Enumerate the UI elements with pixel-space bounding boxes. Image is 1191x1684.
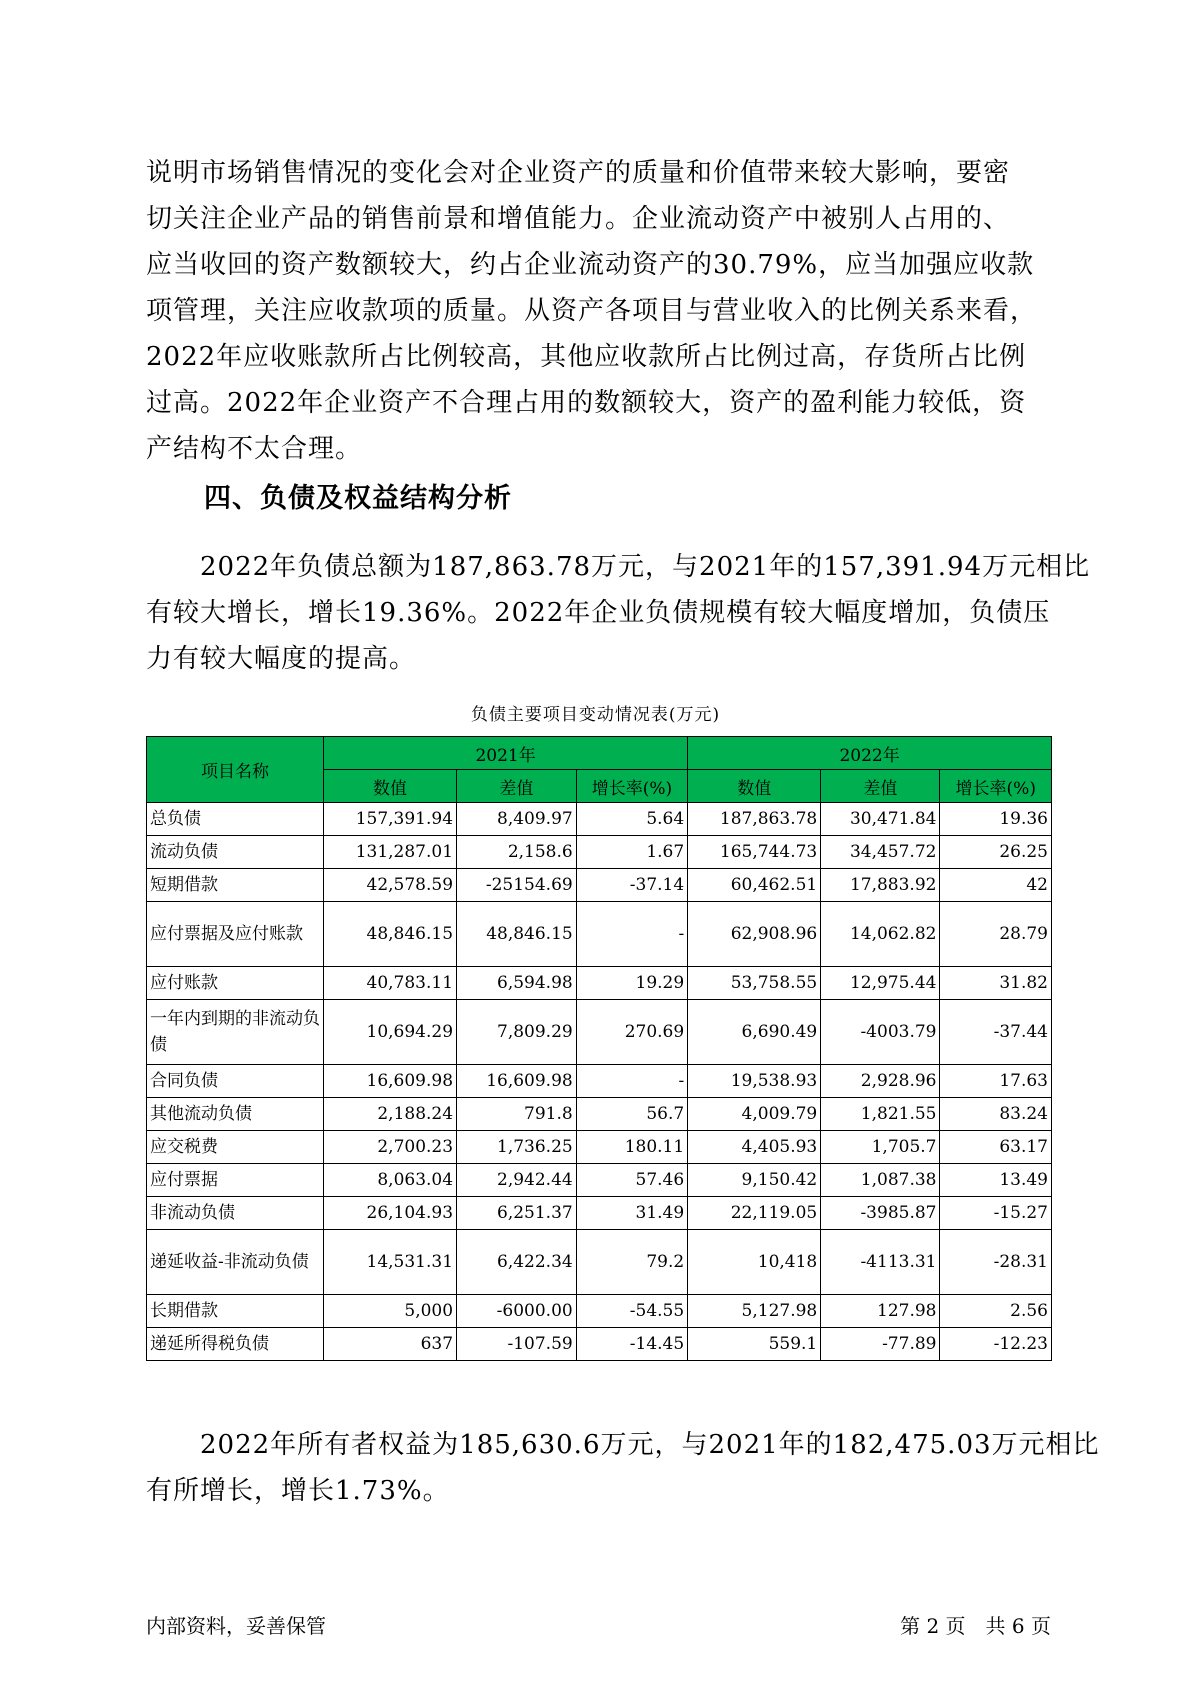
- text-line: 切关注企业产品的销售前景和增值能力。企业流动资产中被别人占用的、: [146, 204, 1011, 234]
- table-row: [147, 1197, 1052, 1230]
- table-cell: 1,821.55: [821, 1098, 940, 1131]
- table-cell: -: [576, 1065, 687, 1098]
- subheader-value-2022: 数值: [688, 770, 821, 803]
- text-line: 产结构不太合理。: [146, 434, 363, 464]
- paragraph-liability-summary: [146, 544, 1091, 682]
- row-label: 递延收益-非流动负债: [147, 1230, 324, 1295]
- table-cell: 2,158.6: [457, 836, 577, 869]
- table-cell: -25154.69: [457, 869, 577, 902]
- subheader-growth-2021: 增长率(%): [576, 770, 687, 803]
- table-cell: 2,700.23: [324, 1131, 457, 1164]
- paragraph-asset-structure: [146, 150, 1046, 472]
- table-row: [147, 836, 1052, 869]
- text-line: 力有较大幅度的提高。: [146, 644, 417, 674]
- table-cell: 40,783.11: [324, 967, 457, 1000]
- text-line: 项管理，关注应收款项的质量。从资产各项目与营业收入的比例关系来看，: [146, 296, 1038, 326]
- table-cell: -4113.31: [821, 1230, 940, 1295]
- table-cell: 7,809.29: [457, 1000, 577, 1065]
- table-cell: 2,942.44: [457, 1164, 577, 1197]
- liability-table: [146, 736, 1052, 1361]
- table-cell: 16,609.98: [457, 1065, 577, 1098]
- table-cell: 127.98: [821, 1295, 940, 1328]
- table-cell: 131,287.01: [324, 836, 457, 869]
- table-cell: -37.14: [576, 869, 687, 902]
- table-cell: 26,104.93: [324, 1197, 457, 1230]
- table-cell: 9,150.42: [688, 1164, 821, 1197]
- table-cell: 6,251.37: [457, 1197, 577, 1230]
- table-cell: 31.49: [576, 1197, 687, 1230]
- table-row: [147, 1098, 1052, 1131]
- table-row: [147, 1328, 1052, 1361]
- subheader-value-2021: 数值: [324, 770, 457, 803]
- table-cell: 2,188.24: [324, 1098, 457, 1131]
- table-cell: -37.44: [940, 1000, 1052, 1065]
- row-label: 非流动负债: [147, 1197, 324, 1230]
- table-cell: 28.79: [940, 902, 1052, 967]
- text-line: 说明市场销售情况的变化会对企业资产的质量和价值带来较大影响，要密: [146, 158, 1011, 188]
- header-year-2021: 2021年: [324, 737, 688, 770]
- table-cell: 53,758.55: [688, 967, 821, 1000]
- table-cell: 83.24: [940, 1098, 1052, 1131]
- row-label: 应付票据及应付账款: [147, 902, 324, 967]
- row-label: 应付票据: [147, 1164, 324, 1197]
- table-cell: 8,409.97: [457, 803, 577, 836]
- table-cell: -: [576, 902, 687, 967]
- paragraph-equity-summary: [146, 1422, 1100, 1514]
- table-row: [147, 869, 1052, 902]
- table-row: [147, 1230, 1052, 1295]
- table-cell: 17.63: [940, 1065, 1052, 1098]
- table-cell: 180.11: [576, 1131, 687, 1164]
- table-cell: 187,863.78: [688, 803, 821, 836]
- table-cell: 10,694.29: [324, 1000, 457, 1065]
- text-line: 应当收回的资产数额较大，约占企业流动资产的30.79%，应当加强应收款: [146, 250, 1035, 280]
- table-cell: 42,578.59: [324, 869, 457, 902]
- row-label: 长期借款: [147, 1295, 324, 1328]
- table-cell: 14,062.82: [821, 902, 940, 967]
- table-cell: 34,457.72: [821, 836, 940, 869]
- table-cell: 63.17: [940, 1131, 1052, 1164]
- table-cell: 5,127.98: [688, 1295, 821, 1328]
- header-item-name: 项目名称: [147, 737, 324, 803]
- table-row: [147, 1065, 1052, 1098]
- table-row: [147, 803, 1052, 836]
- table-cell: -28.31: [940, 1230, 1052, 1295]
- table-cell: 6,422.34: [457, 1230, 577, 1295]
- table-cell: 5,000: [324, 1295, 457, 1328]
- table-cell: -12.23: [940, 1328, 1052, 1361]
- table-cell: 12,975.44: [821, 967, 940, 1000]
- table-row: [147, 967, 1052, 1000]
- table-cell: 1.67: [576, 836, 687, 869]
- table-cell: 26.25: [940, 836, 1052, 869]
- table-cell: 16,609.98: [324, 1065, 457, 1098]
- table-cell: 1,705.7: [821, 1131, 940, 1164]
- row-label: 短期借款: [147, 869, 324, 902]
- table-cell: 5.64: [576, 803, 687, 836]
- table-cell: 13.49: [940, 1164, 1052, 1197]
- table-cell: 2,928.96: [821, 1065, 940, 1098]
- table-cell: 19.36: [940, 803, 1052, 836]
- table-cell: 19.29: [576, 967, 687, 1000]
- subheader-diff-2021: 差值: [457, 770, 577, 803]
- table-row: [147, 1000, 1052, 1065]
- table-cell: -14.45: [576, 1328, 687, 1361]
- table-row: [147, 1295, 1052, 1328]
- table-cell: -77.89: [821, 1328, 940, 1361]
- table-cell: 6,690.49: [688, 1000, 821, 1065]
- table-cell: 22,119.05: [688, 1197, 821, 1230]
- table-cell: 60,462.51: [688, 869, 821, 902]
- text-line: 有所增长，增长1.73%。: [146, 1476, 450, 1506]
- row-label: 一年内到期的非流动负债: [147, 1000, 324, 1065]
- table-cell: 1,736.25: [457, 1131, 577, 1164]
- table-cell: -15.27: [940, 1197, 1052, 1230]
- table-cell: -107.59: [457, 1328, 577, 1361]
- table-cell: -3985.87: [821, 1197, 940, 1230]
- row-label: 应交税费: [147, 1131, 324, 1164]
- table-row: [147, 902, 1052, 967]
- table-cell: 48,846.15: [324, 902, 457, 967]
- text-line: 2022年所有者权益为185,630.6万元，与2021年的182,475.03万元相比: [146, 1430, 1100, 1460]
- table-caption: 负债主要项目变动情况表(万元): [470, 705, 721, 725]
- table-cell: 62,908.96: [688, 902, 821, 967]
- table-cell: 270.69: [576, 1000, 687, 1065]
- table-cell: -6000.00: [457, 1295, 577, 1328]
- row-label: 其他流动负债: [147, 1098, 324, 1131]
- footer-page-number: 第 2 页 共 6 页: [900, 1614, 1051, 1638]
- table-row: [147, 1164, 1052, 1197]
- table-cell: 56.7: [576, 1098, 687, 1131]
- table-cell: 19,538.93: [688, 1065, 821, 1098]
- table-cell: 791.8: [457, 1098, 577, 1131]
- row-label: 流动负债: [147, 836, 324, 869]
- table-cell: 1,087.38: [821, 1164, 940, 1197]
- text-line: 有较大增长，增长19.36%。2022年企业负债规模有较大幅度增加，负债压: [146, 598, 1051, 628]
- table-cell: 79.2: [576, 1230, 687, 1295]
- table-cell: 10,418: [688, 1230, 821, 1295]
- table-row: [147, 1131, 1052, 1164]
- subheader-growth-2022: 增长率(%): [940, 770, 1052, 803]
- table-cell: 637: [324, 1328, 457, 1361]
- table-cell: 42: [940, 869, 1052, 902]
- table-cell: 14,531.31: [324, 1230, 457, 1295]
- table-cell: 165,744.73: [688, 836, 821, 869]
- row-label: 总负债: [147, 803, 324, 836]
- table-cell: 48,846.15: [457, 902, 577, 967]
- footer-confidential-note: 内部资料，妥善保管: [146, 1614, 326, 1638]
- text-line: 2022年应收账款所占比例较高，其他应收款所占比例过高，存货所占比例: [146, 342, 1027, 372]
- text-line: 2022年负债总额为187,863.78万元，与2021年的157,391.94万元相比: [146, 552, 1091, 582]
- table-cell: 157,391.94: [324, 803, 457, 836]
- table-cell: 2.56: [940, 1295, 1052, 1328]
- subheader-diff-2022: 差值: [821, 770, 940, 803]
- section-heading: 四、负债及权益结构分析: [204, 483, 512, 514]
- table-cell: 4,405.93: [688, 1131, 821, 1164]
- table-cell: 31.82: [940, 967, 1052, 1000]
- table-cell: -54.55: [576, 1295, 687, 1328]
- table-cell: 559.1: [688, 1328, 821, 1361]
- row-label: 应付账款: [147, 967, 324, 1000]
- table-cell: 30,471.84: [821, 803, 940, 836]
- row-label: 合同负债: [147, 1065, 324, 1098]
- table-cell: 17,883.92: [821, 869, 940, 902]
- table-cell: -4003.79: [821, 1000, 940, 1065]
- table-cell: 8,063.04: [324, 1164, 457, 1197]
- header-year-2022: 2022年: [688, 737, 1052, 770]
- table-cell: 57.46: [576, 1164, 687, 1197]
- table-cell: 4,009.79: [688, 1098, 821, 1131]
- text-line: 过高。2022年企业资产不合理占用的数额较大，资产的盈利能力较低，资: [146, 388, 1027, 418]
- table-cell: 6,594.98: [457, 967, 577, 1000]
- row-label: 递延所得税负债: [147, 1328, 324, 1361]
